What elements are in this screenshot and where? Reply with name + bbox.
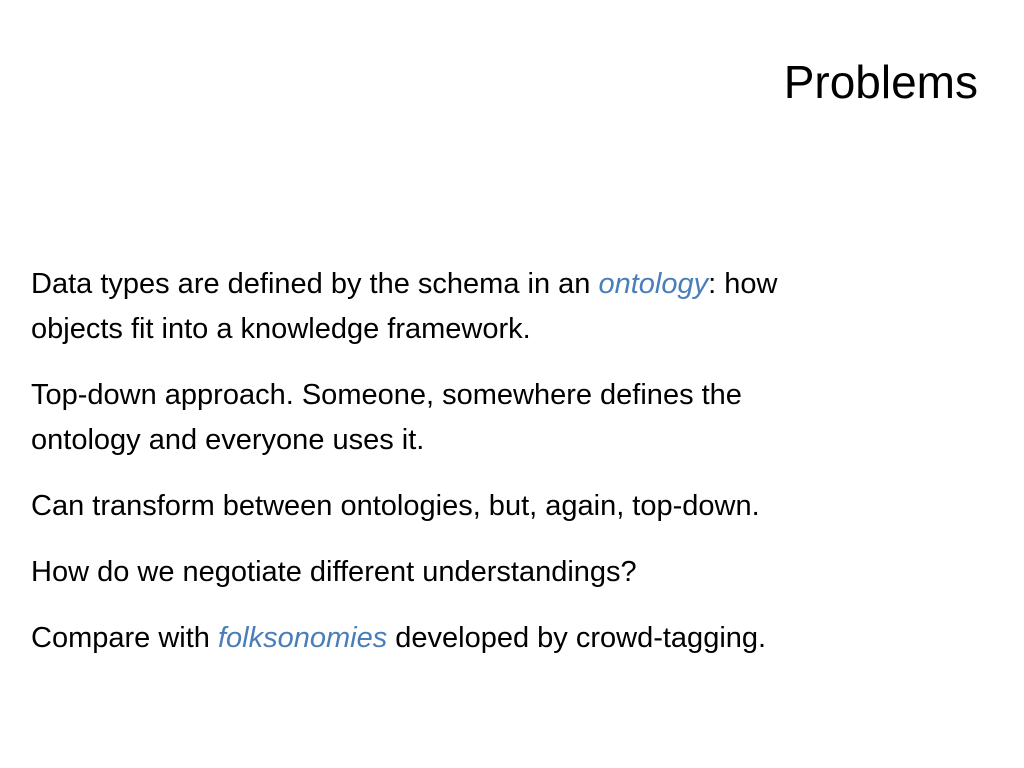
paragraph-text: : how (708, 268, 778, 300)
paragraph-text: developed by crowd-tagging. (387, 622, 767, 654)
paragraph-negotiate: How do we negotiate different understandings? (31, 556, 637, 588)
emphasis-folksonomies: folksonomies (217, 622, 388, 654)
paragraph-text: Top-down approach. Someone, somewhere defines the (31, 379, 742, 411)
paragraph-ontology-definition (31, 262, 981, 352)
slide-title: Problems (783, 56, 978, 108)
paragraph-text: objects fit into a knowledge framework. (31, 313, 531, 345)
paragraph-folksonomies (31, 616, 981, 661)
paragraph-top-down (31, 373, 981, 463)
paragraph-text: Data types are defined by the schema in an (31, 268, 599, 300)
paragraph-text: ontology and everyone uses it. (31, 424, 425, 456)
slide-body (31, 262, 981, 682)
paragraph-text: Compare with (31, 622, 218, 654)
paragraph-transform: Can transform between ontologies, but, again, top-down. (31, 490, 760, 522)
emphasis-ontology: ontology (598, 268, 709, 300)
